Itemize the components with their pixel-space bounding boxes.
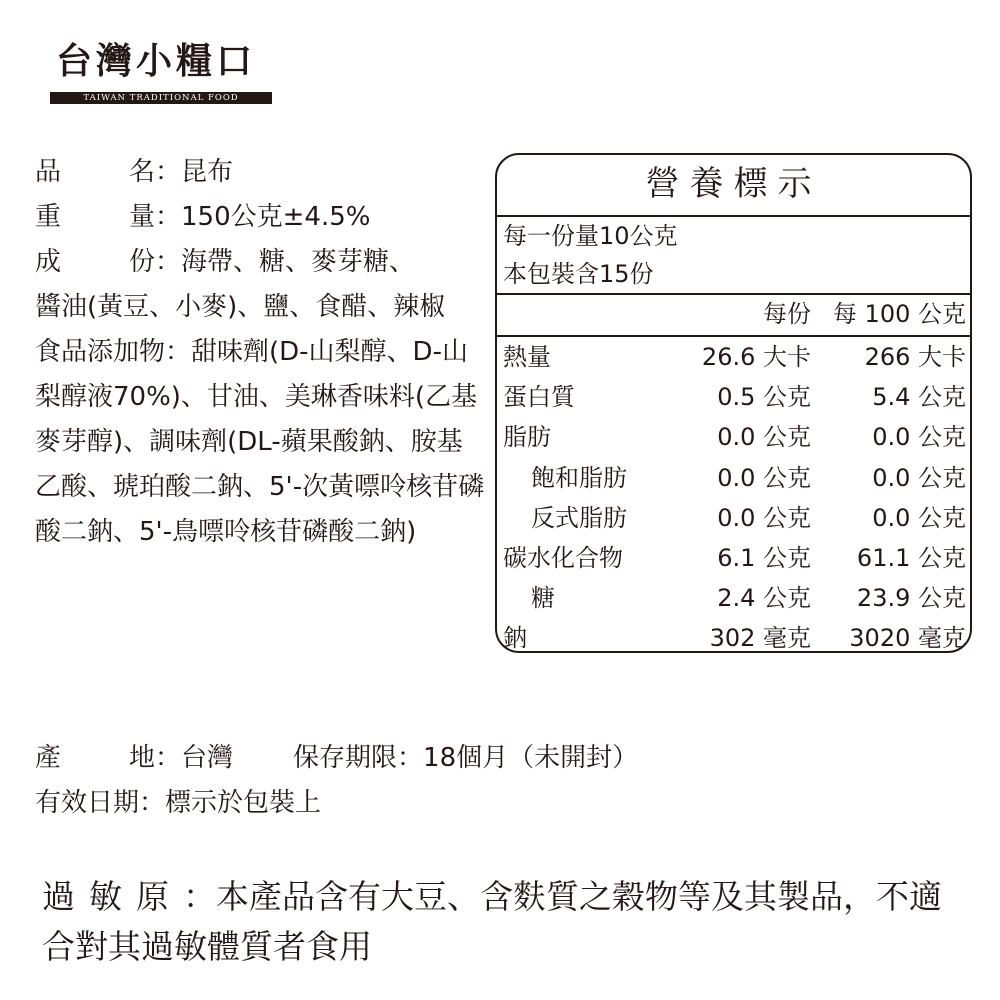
nutrient-per-serving: 302 毫克 xyxy=(709,624,811,653)
allergen-value: ：本產品含有大豆、含麩質之穀物等及其製品，不適合對其過敏體質者食用 xyxy=(42,877,942,966)
shelf-life-value: 18個月（未開封） xyxy=(423,743,639,773)
nutrient-name: 糖 xyxy=(531,584,555,613)
additives-value: 甜味劑(D-山梨醇、D-山梨醇液70%)、甘油、美琳香味料(乙基麥芽醇)、調味劑(DL-蘋果酸鈉、胺基乙酸、琥珀酸二鈉、5'-次黃嘌呤核苷磷酸二鈉、5'-鳥嘌呤核苷磷酸二鈉) xyxy=(35,337,485,547)
expiry-row xyxy=(35,783,321,823)
allergen-notice xyxy=(42,872,942,972)
ingredients-continued: 醬油(黃豆、小麥)、鹽、食醋、辣椒 xyxy=(35,292,446,322)
expiry-label: 有效日期： xyxy=(35,788,166,818)
shelf-life-label: 保存期限： xyxy=(293,743,424,773)
nutrient-per-100g: 0.0 公克 xyxy=(872,423,966,452)
additives-label: 食品添加物： xyxy=(35,337,192,367)
nutrient-per-serving: 0.5 公克 xyxy=(717,383,811,412)
weight-value: 150公克±4.5% xyxy=(181,202,371,232)
nutrient-row xyxy=(497,458,970,498)
nutrient-per-serving: 6.1 公克 xyxy=(717,543,811,572)
product-name-row: 品 名 ： 昆布 xyxy=(35,150,487,195)
product-name-value: 昆布 xyxy=(181,157,234,187)
nutrient-per-100g: 61.1 公克 xyxy=(856,543,966,572)
nutrient-name: 鈉 xyxy=(503,624,527,653)
product-info xyxy=(35,150,487,555)
origin-row: 產 地 ：台灣 保存期限：18個月（未開封） xyxy=(35,738,638,778)
nutrient-per-serving: 0.0 公克 xyxy=(717,423,811,452)
ingredients-row: 成 份 ： 海帶、糖、麥芽糖、 xyxy=(35,240,487,285)
nutrition-title: 營養標示 xyxy=(497,155,970,217)
nutrient-per-serving: 0.0 公克 xyxy=(717,503,811,532)
logo-title: 台灣小糧口 xyxy=(56,40,257,82)
weight-label: 重 量 xyxy=(35,202,155,232)
nutrient-per-100g: 266 大卡 xyxy=(864,343,966,371)
nutrient-per-100g: 23.9 公克 xyxy=(856,584,966,613)
nutrient-name: 熱量 xyxy=(503,343,551,371)
nutrient-row xyxy=(497,498,970,538)
nutrient-name: 脂肪 xyxy=(503,423,551,452)
product-name-label: 品 名 xyxy=(35,157,155,187)
nutrient-row xyxy=(497,377,970,417)
nutrient-row xyxy=(497,538,970,578)
servings-per-package: 本包裝含15份 xyxy=(503,260,654,288)
origin-value: 台灣 xyxy=(181,743,234,773)
brand-logo xyxy=(50,38,280,104)
logo-subtitle: TAIWAN TRADITIONAL FOOD xyxy=(50,92,272,104)
nutrient-name: 碳水化合物 xyxy=(503,543,623,572)
nutrient-row xyxy=(497,417,970,457)
per-serving-header: 每份 xyxy=(763,300,811,328)
nutrient-per-serving: 2.4 公克 xyxy=(717,584,811,613)
nutrient-per-serving: 26.6 大卡 xyxy=(701,343,811,371)
weight-row: 重 量 ： 150公克±4.5% xyxy=(35,195,487,240)
nutrient-per-serving: 0.0 公克 xyxy=(717,463,811,492)
nutrient-name: 飽和脂肪 xyxy=(531,463,627,492)
additives xyxy=(35,330,487,555)
nutrient-row xyxy=(497,618,970,653)
allergen-label: 過敏原 xyxy=(42,877,183,916)
nutrition-header xyxy=(497,293,970,337)
nutrient-per-100g: 0.0 公克 xyxy=(872,463,966,492)
nutrient-per-100g: 5.4 公克 xyxy=(872,383,966,412)
nutrient-name: 反式脂肪 xyxy=(531,503,627,532)
nutrient-per-100g: 3020 毫克 xyxy=(849,624,966,653)
origin-label: 產 地 xyxy=(35,743,155,773)
nutrient-row xyxy=(497,337,970,377)
ingredients-value: 海帶、糖、麥芽糖、 xyxy=(181,247,416,277)
ingredients-label: 成 份 xyxy=(35,247,155,277)
expiry-value: 標示於包裝上 xyxy=(165,788,322,818)
nutrient-per-100g: 0.0 公克 xyxy=(872,503,966,532)
serving-size: 每一份量10公克 xyxy=(503,222,678,250)
nutrient-name: 蛋白質 xyxy=(503,383,575,412)
nutrient-row xyxy=(497,578,970,618)
per-100g-header: 每 100 公克 xyxy=(832,300,966,328)
nutrition-facts-table xyxy=(495,153,972,653)
